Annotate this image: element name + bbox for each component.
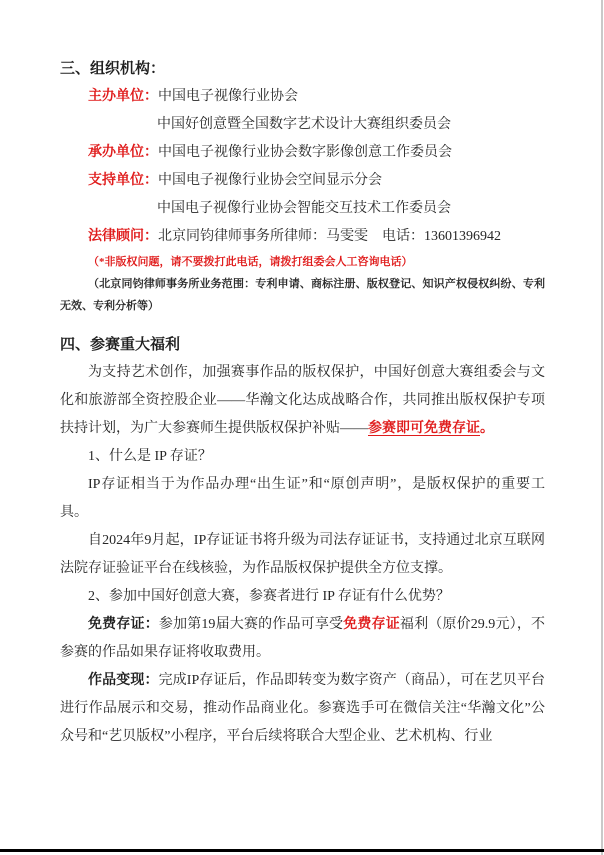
benefit-monetization-paragraph (60, 667, 545, 751)
org-row-host-cont (60, 111, 545, 139)
benefit2-text: 完成IP存证后，作品即转变为数字资产（商品），可在艺贝平台进行作品展示和交易，推动作品商业化。参赛选手可在微信关注“华瀚文化”公众号和“艺贝版权”小程序，平台后续将联合大型企业、艺术机构、行业 (60, 673, 546, 744)
intro-text: 为支持艺术创作，加强赛事作品的版权保护，中国好创意大赛组委会与文化和旅游部全资控股企业——华瀚文化达成战略合作，共同推出版权保护专项扶持计划，为广大参赛师生提供版权保护补贴—— (60, 365, 545, 436)
page-right-edge-line (601, 0, 603, 855)
page-bottom-border (0, 849, 604, 852)
section-benefits (60, 331, 545, 751)
org-row-label: 法律顾问： (88, 229, 158, 244)
question-1-answer-1: IP存证相当于为作品办理“出生证”和“原创声明”，是版权保护的重要工具。 (60, 477, 545, 520)
org-row-host (60, 83, 545, 111)
org-row-value: 北京同钧律师事务所律师：马雯雯 电话：13601396942 (158, 229, 501, 244)
org-row-value: 中国电子视像行业协会智能交互技术工作委员会 (157, 201, 451, 216)
org-row-value: 中国电子视像行业协会数字影像创意工作委员会 (158, 145, 452, 160)
benefit1-highlight: 免费存证 (343, 617, 400, 632)
question-1-answer-2: 自2024年9月起，IP存证证书将升级为司法存证证书，支持通过北京互联网法院存证验证平台在线核验，为作品版权保护提供全方位支撑。 (60, 533, 545, 576)
benefit2-label: 作品变现： (88, 673, 159, 688)
org-row-label: 承办单位： (88, 145, 158, 160)
intro-period: 。 (480, 421, 494, 436)
org-row-legal-advisor (60, 223, 545, 251)
org-row-value: 中国好创意暨全国数字艺术设计大赛组织委员会 (157, 117, 451, 132)
org-row-value: 中国电子视像行业协会空间显示分会 (158, 173, 382, 188)
benefit1-text-pre: 参加第19届大赛的作品可享受 (158, 617, 344, 632)
org-row-label: 主办单位： (88, 89, 158, 104)
section3-heading: 三、组织机构： (60, 61, 166, 77)
phone-warning-note: （*非版权问题，请不要拨打此电话，请拨打组委会人工咨询电话） (88, 256, 413, 268)
benefits-intro-paragraph (60, 359, 545, 443)
org-row-supporter (60, 167, 545, 195)
benefit1-label: 免费存证： (88, 617, 159, 632)
free-deposit-highlight: 参赛即可免费存证 (368, 421, 480, 436)
section4-heading: 四、参赛重大福利 (60, 337, 181, 353)
benefit-free-deposit-paragraph (60, 611, 545, 667)
org-row-label: 支持单位： (88, 173, 158, 188)
org-row-value: 中国电子视像行业协会 (158, 89, 298, 104)
section-organization (60, 55, 545, 317)
question-2: 2、参加中国好创意大赛，参赛者进行 IP 存证有什么优势？ (88, 589, 450, 604)
org-row-supporter-cont (60, 195, 545, 223)
law-firm-scope-note: （北京同钧律师事务所业务范围：专利申请、商标注册、版权登记、知识产权侵权纠纷、专利无效、专利分析等） (60, 278, 545, 312)
org-row-organizer (60, 139, 545, 167)
question-1: 1、什么是 IP 存证？ (88, 449, 212, 464)
benefit1-text-post: 福利（原价29.9元），不参赛的作品如果存证将收取费用。 (60, 617, 546, 660)
